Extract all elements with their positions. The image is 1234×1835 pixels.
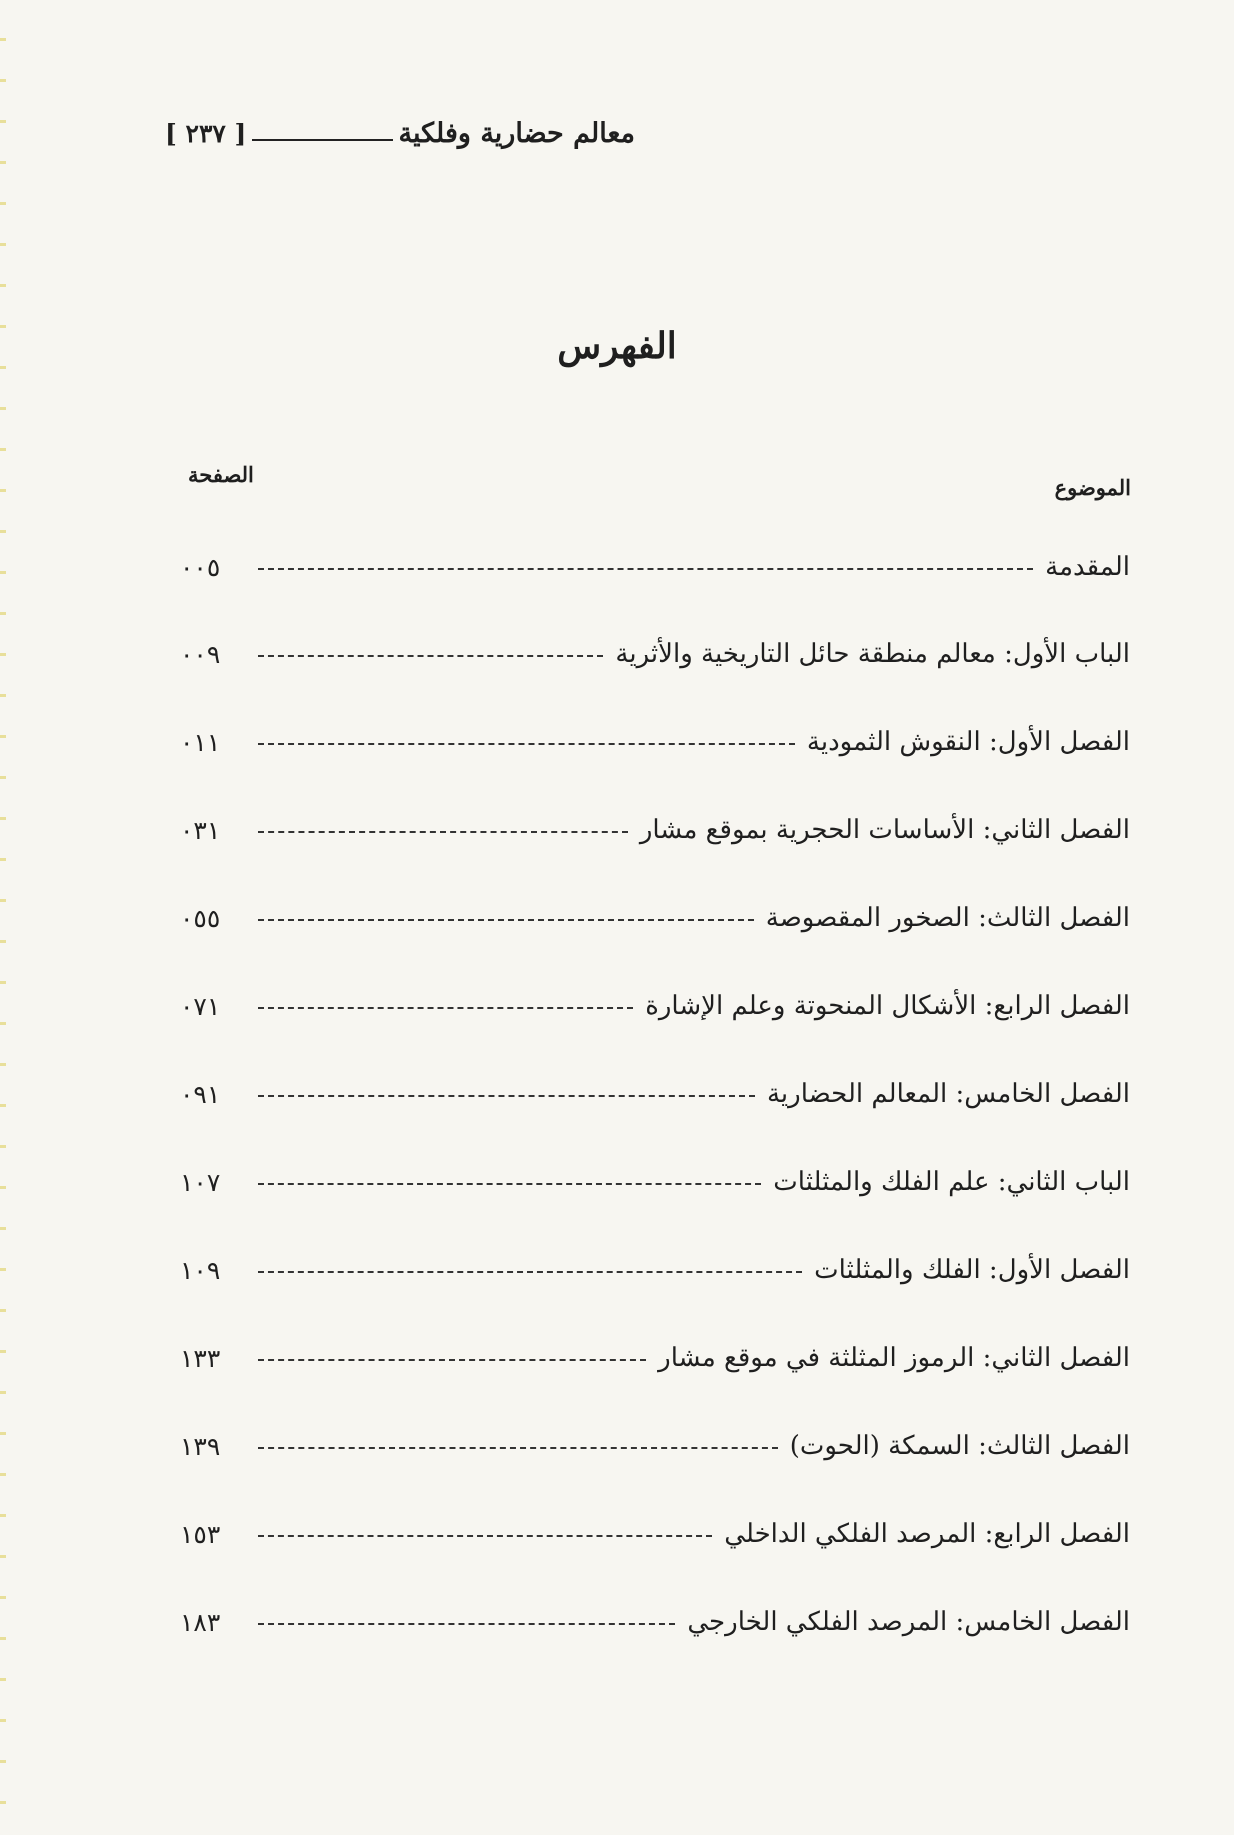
- toc-topic: الباب الأول: معالم منطقة حائل التاريخية والأثرية: [615, 639, 1130, 669]
- toc-page: ٠٧١: [180, 991, 221, 1021]
- toc-row: [180, 1600, 1130, 1644]
- dot-leader: [258, 1183, 761, 1185]
- toc-page: ٠٠٥: [180, 552, 221, 582]
- page-title: الفهرس: [557, 325, 677, 367]
- toc-page: ٠٠٩: [180, 639, 221, 669]
- toc-topic: الفصل الأول: الفلك والمثلثات: [814, 1255, 1130, 1285]
- toc-row: [180, 1336, 1130, 1380]
- dot-leader: [258, 1007, 633, 1009]
- toc-page: ٠٣١: [180, 815, 221, 845]
- toc-page: ١٣٣: [180, 1343, 221, 1373]
- toc-topic: الباب الثاني: علم الفلك والمثلثات: [773, 1167, 1130, 1197]
- dot-leader: [258, 1535, 712, 1537]
- toc-row: [180, 808, 1130, 852]
- dot-leader: [258, 1359, 646, 1361]
- toc-row: [180, 1160, 1130, 1204]
- toc-topic: الفصل الخامس: المرصد الفلكي الخارجي: [687, 1607, 1130, 1637]
- toc-topic: الفصل الثاني: الرموز المثلثة في موقع مشار: [658, 1343, 1130, 1373]
- toc-topic: الفصل الأول: النقوش الثمودية: [806, 727, 1130, 757]
- dot-leader: [258, 568, 1033, 570]
- toc-row: [180, 1424, 1130, 1468]
- dot-leader: [258, 1447, 777, 1449]
- running-title: معالم حضارية وفلكية: [398, 118, 635, 149]
- toc-topic: الفصل الرابع: المرصد الفلكي الداخلي: [724, 1519, 1130, 1549]
- toc-topic: الفصل الثاني: الأساسات الحجرية بموقع مشار: [639, 815, 1130, 845]
- toc-topic: المقدمة: [1045, 552, 1130, 582]
- toc-topic: الفصل الرابع: الأشكال المنحوتة وعلم الإشارة: [645, 991, 1130, 1021]
- toc-row: [180, 1072, 1130, 1116]
- toc-page: ٠٩١: [180, 1079, 221, 1109]
- toc-page: ١٥٣: [180, 1519, 221, 1549]
- toc-page: ٠١١: [180, 727, 221, 757]
- toc-row: [180, 1512, 1130, 1556]
- toc-row: [180, 896, 1130, 940]
- dot-leader: [258, 831, 628, 833]
- toc-row: [180, 632, 1130, 676]
- dot-leader: [258, 1271, 802, 1273]
- toc-topic: الفصل الثالث: الصخور المقصوصة: [765, 903, 1130, 933]
- column-header-topic: الموضوع: [1054, 475, 1131, 500]
- toc-row: [180, 720, 1130, 764]
- toc-topic: الفصل الخامس: المعالم الحضارية: [766, 1079, 1130, 1109]
- toc-row: [180, 1248, 1130, 1292]
- dot-leader: [258, 1095, 755, 1097]
- toc-page: ١٠٩: [180, 1255, 221, 1285]
- dot-leader: [258, 743, 795, 745]
- toc-row: [180, 545, 1130, 589]
- toc-row: [180, 984, 1130, 1028]
- page-number: [ ٢٣٧ ]: [165, 119, 247, 148]
- dot-leader: [258, 919, 753, 921]
- toc-page: ١٣٩: [180, 1431, 221, 1461]
- toc-topic: الفصل الثالث: السمكة (الحوت): [789, 1431, 1130, 1461]
- column-header-page: الصفحة: [188, 462, 254, 487]
- toc-page: ٠٥٥: [180, 903, 221, 933]
- dot-leader: [258, 1623, 675, 1625]
- toc-page: ١٨٣: [180, 1607, 221, 1637]
- toc-page: ١٠٧: [180, 1167, 221, 1197]
- dot-leader: [258, 655, 603, 657]
